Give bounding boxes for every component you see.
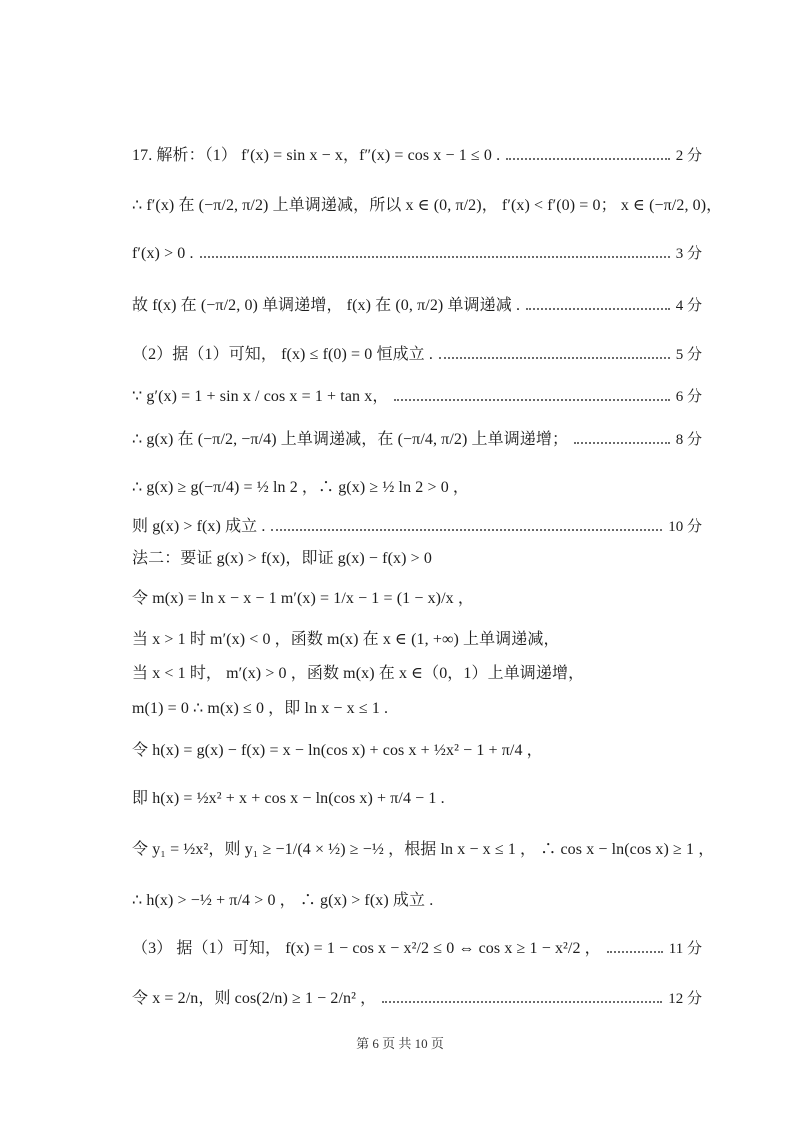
line-19 (132, 941, 702, 957)
line-5 (132, 347, 702, 363)
line-5-text: （2）据（1）可知， f(x) ≤ f(0) = 0 恒成立 . (132, 346, 433, 363)
line-6-text: ∵ g′(x) = 1 + sin x / cos x = 1 + tan x， (132, 388, 389, 405)
line-4-points: 4 分 (675, 297, 702, 314)
line-16-text: 即 h(x) = ½x² + x + cos x − ln(cos x) + π/4 − 1 . (132, 790, 445, 807)
line-9-points: 10 分 (668, 518, 702, 535)
line-13-text: 当 x < 1 时， m′(x) > 0 ，函数 m(x) 在 x ∈（0，1）上单调递增， (132, 665, 585, 682)
line-2 (132, 197, 723, 214)
line-6-points: 6 分 (675, 388, 702, 405)
line-18 (132, 893, 702, 909)
line-20-text: 令 x = 2/n，则 cos(2/n) ≥ 1 − 2/n² ， (132, 990, 377, 1007)
line-8 (132, 480, 702, 496)
leader-dots (607, 951, 663, 953)
line-7-points: 8 分 (675, 431, 702, 448)
line-3-points: 3 分 (675, 245, 702, 262)
leader-dots (526, 308, 670, 310)
line-14 (132, 701, 702, 717)
leader-dots (394, 399, 669, 401)
line-10-text: 法二：要证 g(x) > f(x)，即证 g(x) − f(x) > 0 (132, 550, 432, 567)
leader-dots (574, 442, 670, 444)
line-12-text: 当 x > 1 时 m′(x) < 0 ，函数 m(x) 在 x ∈ (1, +∞) 上单调递减， (132, 631, 560, 648)
line-1-text: 17. 解析：（1） f′(x) = sin x − x，f″(x) = cos x − 1 ≤ 0 . (132, 147, 501, 164)
line-1 (132, 148, 702, 164)
line-2-text: ∴ f′(x) 在 (−π/2, π/2) 上单调递减，所以 x ∈ (0, π/2)， f′(x) < f′(0) = 0； x ∈ (−π/2, 0)， (132, 197, 723, 214)
line-11 (132, 591, 702, 607)
line-20 (132, 991, 702, 1007)
line-3 (132, 246, 702, 262)
line-19-points: 11 分 (668, 940, 702, 957)
leader-dots (382, 1001, 662, 1003)
line-18-text: ∴ h(x) > −½ + π/4 > 0 ， ∴ g(x) > f(x) 成立 . (132, 892, 434, 909)
line-5-points: 5 分 (675, 346, 702, 363)
line-6 (132, 389, 702, 405)
line-4 (132, 298, 702, 314)
line-13 (132, 666, 702, 682)
line-1-points: 2 分 (675, 147, 702, 164)
leader-dots (200, 256, 670, 258)
line-16 (132, 791, 702, 807)
line-11-text: 令 m(x) = ln x − x − 1 m′(x) = 1/x − 1 = (1 − x)/x ， (132, 590, 474, 607)
line-4-text: 故 f(x) 在 (−π/2, 0) 单调递增， f(x) 在 (0, π/2) 单调递减 . (132, 297, 521, 314)
line-20-points: 12 分 (668, 990, 702, 1007)
line-12 (132, 632, 702, 648)
leader-dots (439, 357, 670, 359)
page-footer: 第 6 页 共 10 页 (356, 1036, 444, 1051)
line-7 (132, 432, 702, 448)
line-3-text: f′(x) > 0 . (132, 245, 194, 262)
line-17 (132, 841, 715, 858)
line-8-text: ∴ g(x) ≥ g(−π/4) = ½ ln 2 ，∴ g(x) ≥ ½ ln 2 > 0 ， (132, 479, 469, 496)
leader-dots (271, 529, 662, 531)
line-19-text: （3） 据（1）可知， f(x) = 1 − cos x − x²/2 ≤ 0 ⇔ cos x ≥ 1 − x²/2 ， (132, 940, 601, 957)
line-14-text: m(1) = 0 ∴ m(x) ≤ 0 ，即 ln x − x ≤ 1 . (132, 700, 389, 717)
line-7-text: ∴ g(x) 在 (−π/2, −π/4) 上单调递减，在 (−π/4, π/2) 上单调递增； (132, 431, 569, 448)
line-15 (132, 743, 702, 759)
line-9 (132, 519, 702, 535)
line-17-text: 令 y₁ = ½x²，则 y₁ ≥ −1/(4 × ½) ≥ −½ ，根据 ln x − x ≤ 1 ， ∴ cos x − ln(cos x) ≥ 1 ， (132, 841, 715, 858)
line-9-text: 则 g(x) > f(x) 成立 . (132, 518, 266, 535)
line-15-text: 令 h(x) = g(x) − f(x) = x − ln(cos x) + cos x + ½x² − 1 + π/4 ， (132, 742, 543, 759)
line-10 (132, 551, 702, 567)
leader-dots (506, 158, 670, 160)
